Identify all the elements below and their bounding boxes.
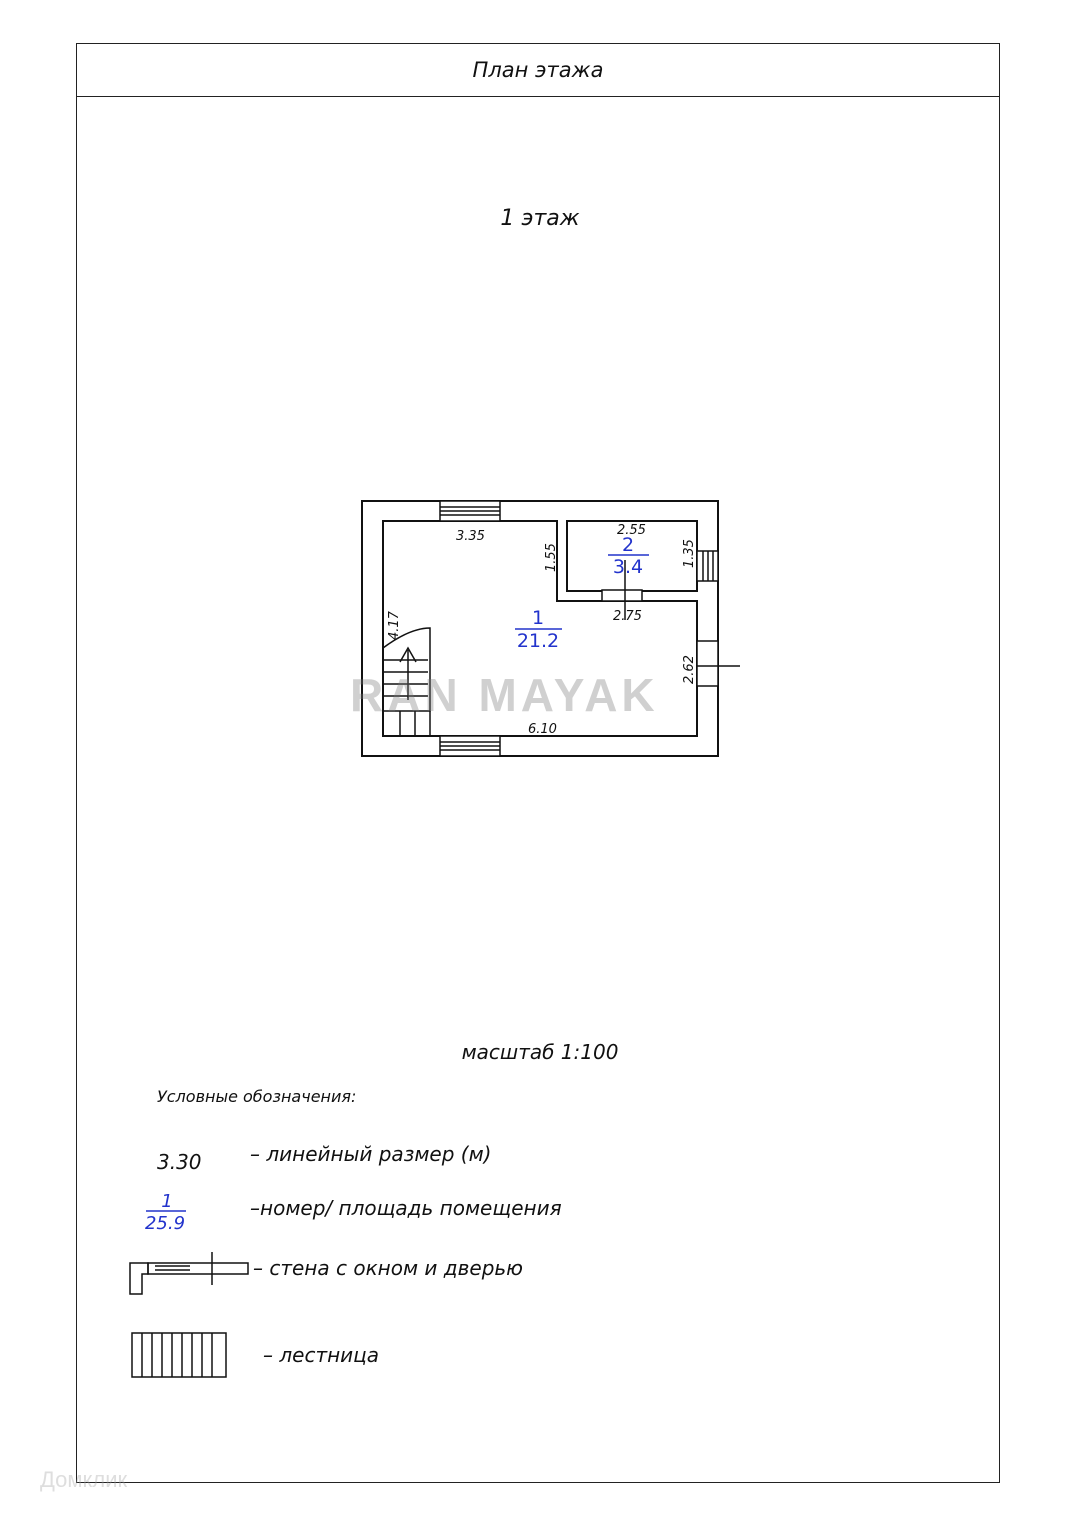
dim-small-bottom: 2.75 <box>613 609 642 624</box>
svg-text:25.9: 25.9 <box>144 1213 186 1234</box>
dim-small-right: 1.35 <box>682 539 697 568</box>
bottom-window <box>440 736 500 756</box>
dim-left: 4.17 <box>387 611 402 640</box>
page-title: План этажа <box>472 58 604 82</box>
legend-wall-symbol <box>130 1252 248 1294</box>
room-2-area: 3.4 <box>612 556 644 578</box>
legend-linear-sample: 3.30 <box>157 1150 202 1174</box>
agency-watermark: RAN MAYAK <box>350 669 659 721</box>
svg-text:1: 1 <box>161 1191 173 1212</box>
room-2-number: 2 <box>621 534 635 556</box>
top-window <box>440 501 500 521</box>
legend-stairs-label: – лестница <box>263 1343 380 1367</box>
room-1-area: 21.2 <box>516 630 560 652</box>
legend-title: Условные обозначения: <box>157 1087 357 1106</box>
dim-bottom: 6.10 <box>528 722 557 737</box>
dim-top-small: 2.55 <box>617 523 646 538</box>
room-1-number: 1 <box>531 607 545 629</box>
legend-room-label: –номер/ площадь помещения <box>250 1196 562 1220</box>
scale-label: масштаб 1:100 <box>461 1040 619 1064</box>
site-watermark: Домклик <box>40 1467 128 1492</box>
legend-stairs-symbol <box>132 1333 226 1377</box>
right-door <box>697 641 740 686</box>
floor-label: 1 этаж <box>500 206 580 231</box>
dim-top-main: 3.35 <box>456 529 485 544</box>
legend-linear-label: – линейный размер (м) <box>250 1142 492 1166</box>
dim-inner-vertical: 1.55 <box>544 543 559 572</box>
dim-right: 2.62 <box>682 655 697 684</box>
legend-wall-label: – стена с окном и дверью <box>253 1256 524 1280</box>
right-window <box>697 551 718 581</box>
legend-room-sample <box>145 1191 186 1234</box>
